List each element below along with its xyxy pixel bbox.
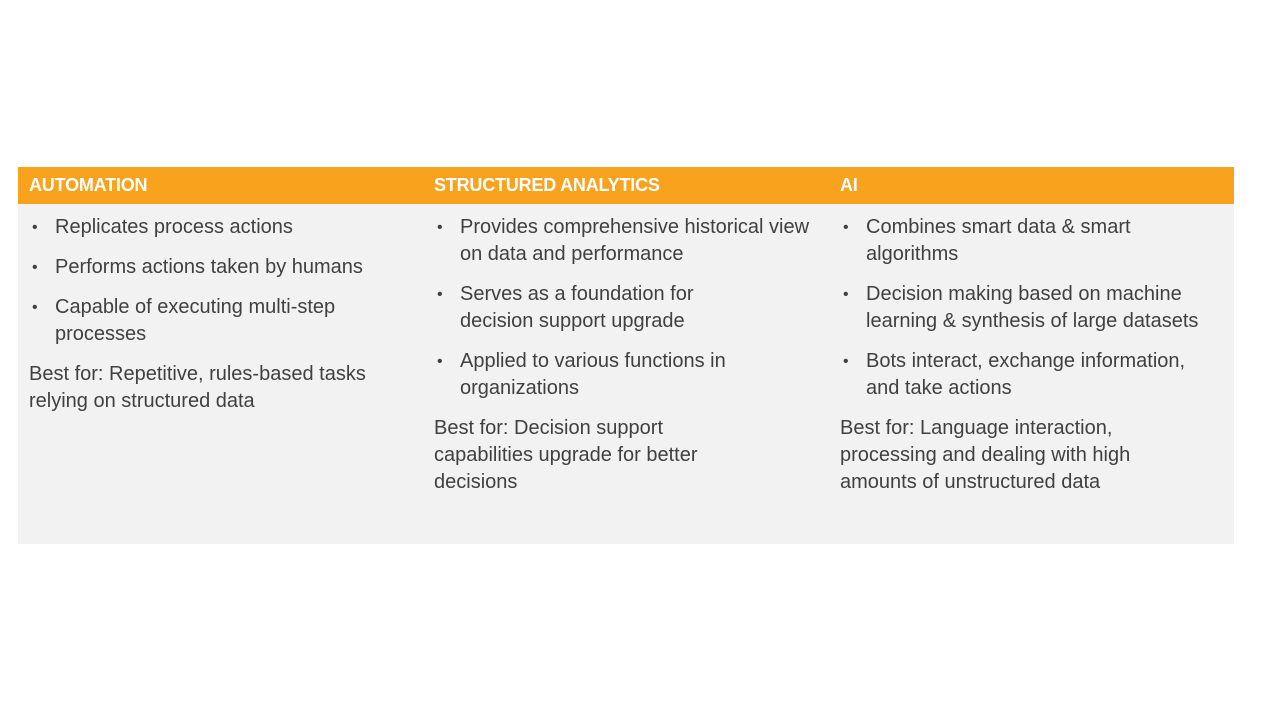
bullet-text: Provides comprehensive historical view on data and performance (460, 216, 810, 265)
bullet-text: Bots interact, exchange information, and take actions (866, 350, 1186, 399)
bullet-text: Performs actions taken by humans (55, 256, 363, 278)
bullet-text: Capable of executing multi-step processes (55, 296, 336, 345)
table-header-row (18, 167, 1234, 204)
list-item (840, 281, 1226, 335)
list-item (434, 214, 825, 268)
bullet-icon: • (843, 219, 849, 236)
column-heading-structured-analytics: STRUCTURED ANALYTICS (434, 175, 660, 195)
column-automation (29, 214, 419, 415)
bullet-text: Combines smart data & smart algorithms (866, 216, 1131, 265)
list-item (29, 214, 419, 241)
list-item (434, 348, 780, 402)
bullet-text: Applied to various functions in organizations (460, 350, 726, 399)
bullet-icon: • (843, 286, 849, 303)
bullet-list (29, 214, 419, 348)
list-item (840, 214, 1196, 268)
bullet-icon: • (32, 299, 38, 316)
best-for-text: Best for: Repetitive, rules-based tasks relying on structured data (29, 363, 366, 412)
comparison-table (18, 167, 1234, 544)
list-item (434, 281, 760, 335)
bullet-list (434, 214, 824, 402)
list-item (840, 348, 1196, 402)
bullet-icon: • (32, 259, 38, 276)
bullet-icon: • (32, 219, 38, 236)
bullet-text: Replicates process actions (55, 216, 293, 238)
column-heading-ai: AI (840, 175, 858, 195)
list-item (29, 254, 419, 281)
bullet-text: Decision making based on machine learning & synthesis of large datasets (866, 283, 1199, 332)
best-for-text: Best for: Language interaction, processing and dealing with high amounts of unstructured data (840, 417, 1131, 493)
bullet-icon: • (437, 353, 443, 370)
bullet-icon: • (843, 353, 849, 370)
bullet-list (840, 214, 1225, 402)
best-for-text: Best for: Decision support capabilities upgrade for better decisions (434, 417, 698, 493)
bullet-text: Serves as a foundation for decision support upgrade (460, 283, 694, 332)
column-structured-analytics (434, 214, 824, 496)
column-heading-automation: AUTOMATION (29, 175, 148, 195)
list-item (29, 294, 385, 348)
bullet-icon: • (437, 219, 443, 236)
bullet-icon: • (437, 286, 443, 303)
column-ai (840, 214, 1225, 496)
